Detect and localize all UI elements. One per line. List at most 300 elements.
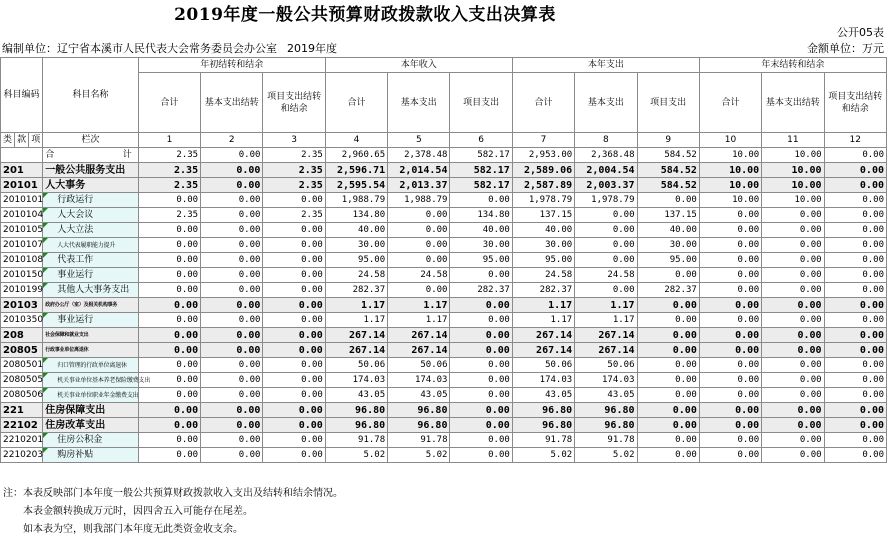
subject-name bbox=[43, 448, 139, 463]
header-kuan: 款 bbox=[15, 133, 29, 148]
amount-cell: 0.00 bbox=[637, 358, 699, 373]
amount-cell: 91.78 bbox=[512, 433, 574, 448]
amount-cell: 24.58 bbox=[575, 268, 637, 283]
total-value: 10.00 bbox=[699, 148, 761, 163]
table-row bbox=[1, 163, 887, 178]
note-marker-icon bbox=[43, 388, 48, 393]
amount-cell: 0.00 bbox=[575, 283, 637, 298]
amount-cell: 0.00 bbox=[762, 208, 824, 223]
amount-cell: 0.00 bbox=[138, 298, 200, 313]
amount-cell: 0.00 bbox=[201, 448, 263, 463]
header-xiang: 项 bbox=[29, 133, 43, 148]
amount-cell: 0.00 bbox=[263, 403, 325, 418]
amount-cell: 584.52 bbox=[637, 178, 699, 193]
amount-cell: 0.00 bbox=[263, 283, 325, 298]
amount-cell: 0.00 bbox=[450, 268, 512, 283]
amount-cell: 267.14 bbox=[388, 328, 450, 343]
amount-cell: 0.00 bbox=[824, 163, 886, 178]
amount-cell: 137.15 bbox=[637, 208, 699, 223]
table-row bbox=[1, 283, 887, 298]
amount-cell: 0.00 bbox=[699, 208, 761, 223]
amount-cell: 1.17 bbox=[512, 298, 574, 313]
total-value: 2.35 bbox=[263, 148, 325, 163]
amount-cell: 0.00 bbox=[699, 313, 761, 328]
table-row bbox=[1, 313, 887, 328]
note-marker-icon bbox=[43, 238, 48, 243]
amount-cell: 267.14 bbox=[512, 328, 574, 343]
amount-cell: 91.78 bbox=[388, 433, 450, 448]
header-subcolumn: 合计 bbox=[325, 73, 387, 133]
subject-name bbox=[43, 433, 139, 448]
amount-cell: 96.80 bbox=[388, 403, 450, 418]
subject-name bbox=[43, 403, 139, 418]
report-year: 2019年度 bbox=[287, 42, 337, 55]
amount-cell: 0.00 bbox=[138, 403, 200, 418]
amount-cell: 0.00 bbox=[637, 328, 699, 343]
amount-cell: 282.37 bbox=[450, 283, 512, 298]
table-row bbox=[1, 403, 887, 418]
amount-cell: 0.00 bbox=[450, 193, 512, 208]
table-row bbox=[1, 358, 887, 373]
amount-cell: 0.00 bbox=[824, 283, 886, 298]
table-row bbox=[1, 433, 887, 448]
amount-cell: 0.00 bbox=[699, 268, 761, 283]
header-group-income: 本年收入 bbox=[325, 58, 512, 73]
amount-cell: 2.35 bbox=[138, 163, 200, 178]
amount-cell: 0.00 bbox=[201, 208, 263, 223]
total-label-he: 合 bbox=[45, 149, 55, 160]
amount-cell: 0.00 bbox=[138, 223, 200, 238]
amount-cell: 0.00 bbox=[263, 328, 325, 343]
amount-cell: 0.00 bbox=[263, 418, 325, 433]
amount-cell: 0.00 bbox=[824, 418, 886, 433]
amount-cell: 0.00 bbox=[824, 193, 886, 208]
note-line: 如本表为空，则我部门本年度无此类资金收支余。 bbox=[23, 524, 243, 535]
subject-name-text: 事业运行 bbox=[57, 314, 94, 325]
subject-name-text: 住房保障支出 bbox=[45, 404, 106, 416]
table-row bbox=[1, 298, 887, 313]
amount-cell: 2.35 bbox=[263, 208, 325, 223]
amount-cell: 0.00 bbox=[138, 373, 200, 388]
amount-cell: 96.80 bbox=[575, 418, 637, 433]
subject-name bbox=[43, 298, 139, 313]
amount-cell: 0.00 bbox=[138, 328, 200, 343]
amount-cell: 0.00 bbox=[201, 178, 263, 193]
amount-cell: 0.00 bbox=[762, 448, 824, 463]
amount-cell: 0.00 bbox=[762, 403, 824, 418]
subject-name-text: 其他人大事务支出 bbox=[57, 284, 130, 295]
amount-cell: 0.00 bbox=[138, 448, 200, 463]
subject-name bbox=[43, 328, 139, 343]
amount-unit: 金额单位：万元 bbox=[807, 42, 884, 55]
note-marker-icon bbox=[43, 193, 48, 198]
subject-name bbox=[43, 193, 139, 208]
header-row-column-numbers bbox=[1, 133, 887, 148]
amount-cell: 24.58 bbox=[512, 268, 574, 283]
amount-cell: 0.00 bbox=[824, 208, 886, 223]
amount-cell: 0.00 bbox=[388, 223, 450, 238]
amount-cell: 0.00 bbox=[450, 313, 512, 328]
amount-cell: 2,004.54 bbox=[575, 163, 637, 178]
note-marker-icon bbox=[43, 268, 48, 273]
amount-cell: 0.00 bbox=[824, 313, 886, 328]
amount-cell: 96.80 bbox=[388, 418, 450, 433]
header-subcolumn: 项目支出结转和结余 bbox=[263, 73, 325, 133]
unit-line bbox=[2, 42, 337, 56]
amount-cell: 0.00 bbox=[824, 268, 886, 283]
amount-cell: 0.00 bbox=[637, 403, 699, 418]
subject-name-text: 机关事业单位职业年金缴费支出 bbox=[57, 391, 139, 399]
column-number: 7 bbox=[512, 133, 574, 148]
column-number: 3 bbox=[263, 133, 325, 148]
amount-cell: 30.00 bbox=[637, 238, 699, 253]
subject-name-text: 行政事业单位离退休 bbox=[45, 346, 89, 353]
amount-cell: 43.05 bbox=[575, 388, 637, 403]
amount-cell: 2.35 bbox=[138, 178, 200, 193]
amount-cell: 0.00 bbox=[201, 433, 263, 448]
amount-cell: 2.35 bbox=[263, 163, 325, 178]
amount-cell: 5.02 bbox=[575, 448, 637, 463]
amount-cell: 0.00 bbox=[450, 388, 512, 403]
amount-cell: 0.00 bbox=[824, 253, 886, 268]
amount-cell: 5.02 bbox=[325, 448, 387, 463]
subject-name-text: 社会保障和就业支出 bbox=[45, 331, 89, 338]
table-row bbox=[1, 223, 887, 238]
amount-cell: 1.17 bbox=[512, 313, 574, 328]
amount-cell: 10.00 bbox=[699, 193, 761, 208]
amount-cell: 95.00 bbox=[512, 253, 574, 268]
amount-cell: 584.52 bbox=[637, 163, 699, 178]
subject-name bbox=[43, 253, 139, 268]
total-value: 2,378.48 bbox=[388, 148, 450, 163]
header-subcolumn: 基本支出结转 bbox=[762, 73, 824, 133]
amount-cell: 2,595.54 bbox=[325, 178, 387, 193]
amount-cell: 1.17 bbox=[325, 313, 387, 328]
amount-cell: 0.00 bbox=[762, 388, 824, 403]
amount-cell: 40.00 bbox=[637, 223, 699, 238]
amount-cell: 96.80 bbox=[512, 418, 574, 433]
subject-name bbox=[43, 208, 139, 223]
subject-code: 2010108 bbox=[1, 253, 43, 268]
amount-cell: 0.00 bbox=[138, 418, 200, 433]
amount-cell: 50.06 bbox=[388, 358, 450, 373]
amount-cell: 0.00 bbox=[450, 328, 512, 343]
header-subcolumn: 合计 bbox=[138, 73, 200, 133]
amount-cell: 0.00 bbox=[450, 358, 512, 373]
amount-cell: 0.00 bbox=[138, 253, 200, 268]
total-value: 10.00 bbox=[762, 148, 824, 163]
header-subcolumn: 项目支出 bbox=[450, 73, 512, 133]
amount-cell: 0.00 bbox=[263, 343, 325, 358]
amount-cell: 10.00 bbox=[762, 163, 824, 178]
column-number: 10 bbox=[699, 133, 761, 148]
amount-cell: 0.00 bbox=[201, 343, 263, 358]
amount-cell: 30.00 bbox=[512, 238, 574, 253]
amount-cell: 0.00 bbox=[824, 373, 886, 388]
table-row bbox=[1, 238, 887, 253]
amount-cell: 0.00 bbox=[201, 388, 263, 403]
amount-cell: 0.00 bbox=[138, 343, 200, 358]
amount-cell: 0.00 bbox=[699, 298, 761, 313]
amount-cell: 0.00 bbox=[762, 328, 824, 343]
header-subcolumn: 合计 bbox=[512, 73, 574, 133]
header-code: 科目编码 bbox=[1, 58, 43, 133]
amount-cell: 582.17 bbox=[450, 163, 512, 178]
amount-cell: 1.17 bbox=[388, 298, 450, 313]
column-number: 11 bbox=[762, 133, 824, 148]
amount-cell: 2,596.71 bbox=[325, 163, 387, 178]
header-lanci: 栏次 bbox=[43, 133, 139, 148]
amount-cell: 0.00 bbox=[201, 418, 263, 433]
amount-cell: 134.80 bbox=[325, 208, 387, 223]
note-marker-icon bbox=[43, 208, 48, 213]
table-row bbox=[1, 343, 887, 358]
amount-cell: 0.00 bbox=[201, 283, 263, 298]
amount-cell: 2,587.89 bbox=[512, 178, 574, 193]
subject-name-text: 一般公共服务支出 bbox=[45, 164, 126, 176]
amount-cell: 0.00 bbox=[824, 433, 886, 448]
amount-cell: 10.00 bbox=[762, 178, 824, 193]
subject-code: 22102 bbox=[1, 418, 43, 433]
amount-cell: 0.00 bbox=[263, 223, 325, 238]
amount-cell: 0.00 bbox=[201, 193, 263, 208]
amount-cell: 1.17 bbox=[325, 298, 387, 313]
amount-cell: 0.00 bbox=[699, 238, 761, 253]
amount-cell: 30.00 bbox=[450, 238, 512, 253]
amount-cell: 0.00 bbox=[762, 223, 824, 238]
table-row bbox=[1, 253, 887, 268]
column-number: 6 bbox=[450, 133, 512, 148]
amount-cell: 0.00 bbox=[138, 433, 200, 448]
amount-cell: 24.58 bbox=[388, 268, 450, 283]
amount-cell: 2,013.37 bbox=[388, 178, 450, 193]
total-value: 2.35 bbox=[138, 148, 200, 163]
amount-cell: 96.80 bbox=[325, 418, 387, 433]
amount-cell: 95.00 bbox=[325, 253, 387, 268]
amount-cell: 0.00 bbox=[699, 373, 761, 388]
amount-cell: 0.00 bbox=[201, 268, 263, 283]
amount-cell: 96.80 bbox=[512, 403, 574, 418]
header-group-expenditure: 本年支出 bbox=[512, 58, 699, 73]
amount-cell: 0.00 bbox=[388, 238, 450, 253]
amount-cell: 137.15 bbox=[512, 208, 574, 223]
header-subcolumn: 项目支出 bbox=[637, 73, 699, 133]
note-marker-icon bbox=[43, 433, 48, 438]
amount-cell: 0.00 bbox=[699, 253, 761, 268]
amount-cell: 0.00 bbox=[824, 223, 886, 238]
amount-cell: 0.00 bbox=[575, 208, 637, 223]
amount-cell: 0.00 bbox=[699, 358, 761, 373]
column-number: 9 bbox=[637, 133, 699, 148]
amount-cell: 0.00 bbox=[138, 268, 200, 283]
amount-cell: 30.00 bbox=[325, 238, 387, 253]
amount-cell: 0.00 bbox=[637, 373, 699, 388]
subject-name-text: 住房改革支出 bbox=[45, 419, 106, 431]
amount-cell: 0.00 bbox=[824, 448, 886, 463]
subject-code: 2080501 bbox=[1, 358, 43, 373]
amount-cell: 0.00 bbox=[450, 433, 512, 448]
amount-cell: 95.00 bbox=[450, 253, 512, 268]
subject-code: 2010350 bbox=[1, 313, 43, 328]
total-value: 584.52 bbox=[637, 148, 699, 163]
amount-cell: 0.00 bbox=[824, 238, 886, 253]
total-value: 582.17 bbox=[450, 148, 512, 163]
note-marker-icon bbox=[43, 223, 48, 228]
amount-cell: 0.00 bbox=[263, 358, 325, 373]
amount-cell: 0.00 bbox=[762, 298, 824, 313]
table-row bbox=[1, 388, 887, 403]
subject-name-text: 机关事业单位基本养老保险缴费支出 bbox=[57, 376, 151, 384]
note-marker-icon bbox=[43, 448, 48, 453]
amount-cell: 0.00 bbox=[201, 163, 263, 178]
amount-cell: 0.00 bbox=[201, 403, 263, 418]
amount-cell: 0.00 bbox=[201, 223, 263, 238]
amount-cell: 0.00 bbox=[762, 313, 824, 328]
amount-cell: 134.80 bbox=[450, 208, 512, 223]
amount-cell: 40.00 bbox=[325, 223, 387, 238]
column-number: 8 bbox=[575, 133, 637, 148]
amount-cell: 0.00 bbox=[824, 358, 886, 373]
table-row bbox=[1, 208, 887, 223]
header-row-groups bbox=[1, 58, 887, 73]
amount-cell: 0.00 bbox=[575, 253, 637, 268]
note-marker-icon bbox=[43, 358, 48, 363]
amount-cell: 10.00 bbox=[699, 163, 761, 178]
amount-cell: 40.00 bbox=[450, 223, 512, 238]
header-subcolumn: 基本支出结转 bbox=[201, 73, 263, 133]
subject-name-text: 购房补贴 bbox=[57, 449, 94, 460]
amount-cell: 0.00 bbox=[201, 373, 263, 388]
amount-cell: 1.17 bbox=[575, 313, 637, 328]
amount-cell: 40.00 bbox=[512, 223, 574, 238]
subject-code: 2210203 bbox=[1, 448, 43, 463]
amount-cell: 2.35 bbox=[138, 208, 200, 223]
table-row bbox=[1, 448, 887, 463]
subject-code: 20101 bbox=[1, 178, 43, 193]
amount-cell: 0.00 bbox=[762, 373, 824, 388]
amount-cell: 0.00 bbox=[388, 253, 450, 268]
amount-cell: 0.00 bbox=[699, 403, 761, 418]
amount-cell: 0.00 bbox=[450, 448, 512, 463]
amount-cell: 0.00 bbox=[762, 238, 824, 253]
header-subcolumn: 基本支出 bbox=[575, 73, 637, 133]
amount-cell: 0.00 bbox=[699, 283, 761, 298]
amount-cell: 0.00 bbox=[637, 313, 699, 328]
amount-cell: 0.00 bbox=[450, 403, 512, 418]
subject-name-text: 代表工作 bbox=[57, 254, 94, 265]
total-label bbox=[43, 148, 139, 163]
header-subcolumn: 基本支出 bbox=[388, 73, 450, 133]
subject-name bbox=[43, 358, 139, 373]
amount-cell: 95.00 bbox=[637, 253, 699, 268]
amount-cell: 0.00 bbox=[762, 343, 824, 358]
subject-code: 2010105 bbox=[1, 223, 43, 238]
amount-cell: 0.00 bbox=[637, 433, 699, 448]
amount-cell: 0.00 bbox=[201, 238, 263, 253]
amount-cell: 0.00 bbox=[699, 223, 761, 238]
table-row bbox=[1, 373, 887, 388]
subject-code: 221 bbox=[1, 403, 43, 418]
total-value: 2,953.00 bbox=[512, 148, 574, 163]
amount-cell: 0.00 bbox=[450, 298, 512, 313]
amount-cell: 1,988.79 bbox=[388, 193, 450, 208]
total-value: 2,368.48 bbox=[575, 148, 637, 163]
amount-cell: 1.17 bbox=[388, 313, 450, 328]
subject-name-text: 事业运行 bbox=[57, 269, 94, 280]
amount-cell: 1.17 bbox=[575, 298, 637, 313]
amount-cell: 0.00 bbox=[201, 358, 263, 373]
amount-cell: 0.00 bbox=[263, 238, 325, 253]
amount-cell: 91.78 bbox=[325, 433, 387, 448]
header-subcolumn: 项目支出结转和结余 bbox=[824, 73, 886, 133]
amount-cell: 0.00 bbox=[699, 343, 761, 358]
amount-cell: 50.06 bbox=[512, 358, 574, 373]
subject-name bbox=[43, 388, 139, 403]
column-number: 1 bbox=[138, 133, 200, 148]
table-row bbox=[1, 328, 887, 343]
amount-cell: 96.80 bbox=[325, 403, 387, 418]
note-line: 本表金额转换成万元时，因四舍五入可能存在尾差。 bbox=[23, 506, 253, 517]
subject-name-text: 政府办公厅（室）及相关机构事务 bbox=[45, 301, 118, 308]
amount-cell: 5.02 bbox=[512, 448, 574, 463]
amount-cell: 0.00 bbox=[138, 388, 200, 403]
header-subcolumn: 合计 bbox=[699, 73, 761, 133]
subject-code: 2010101 bbox=[1, 193, 43, 208]
amount-cell: 0.00 bbox=[138, 193, 200, 208]
total-value: 2,960.65 bbox=[325, 148, 387, 163]
amount-cell: 0.00 bbox=[450, 373, 512, 388]
amount-cell: 174.03 bbox=[512, 373, 574, 388]
amount-cell: 0.00 bbox=[824, 403, 886, 418]
amount-cell: 267.14 bbox=[325, 343, 387, 358]
note-line: 注：本表反映部门本年度一般公共预算财政拨款收入支出及结转和结余情况。 bbox=[3, 488, 343, 499]
column-number: 4 bbox=[325, 133, 387, 148]
amount-cell: 0.00 bbox=[263, 253, 325, 268]
subject-name-text: 人大立法 bbox=[57, 224, 94, 235]
amount-cell: 50.06 bbox=[575, 358, 637, 373]
amount-cell: 24.58 bbox=[325, 268, 387, 283]
subject-name bbox=[43, 163, 139, 178]
amount-cell: 0.00 bbox=[201, 328, 263, 343]
amount-cell: 0.00 bbox=[263, 448, 325, 463]
amount-cell: 0.00 bbox=[762, 433, 824, 448]
amount-cell: 0.00 bbox=[637, 448, 699, 463]
amount-cell: 5.02 bbox=[388, 448, 450, 463]
amount-cell: 0.00 bbox=[762, 358, 824, 373]
form-number: 公开05表 bbox=[837, 26, 884, 39]
amount-cell: 0.00 bbox=[699, 388, 761, 403]
amount-cell: 267.14 bbox=[575, 328, 637, 343]
amount-cell: 43.05 bbox=[512, 388, 574, 403]
subject-name bbox=[43, 223, 139, 238]
amount-cell: 91.78 bbox=[575, 433, 637, 448]
subject-code: 2080506 bbox=[1, 388, 43, 403]
amount-cell: 174.03 bbox=[388, 373, 450, 388]
subject-name-text: 归口管理的行政单位离退休 bbox=[57, 361, 127, 369]
notes bbox=[3, 485, 343, 539]
amount-cell: 10.00 bbox=[762, 193, 824, 208]
amount-cell: 267.14 bbox=[325, 328, 387, 343]
amount-cell: 2,014.54 bbox=[388, 163, 450, 178]
subject-name bbox=[43, 418, 139, 433]
amount-cell: 0.00 bbox=[263, 373, 325, 388]
note-marker-icon bbox=[43, 253, 48, 258]
amount-cell: 0.00 bbox=[762, 418, 824, 433]
subject-name bbox=[43, 313, 139, 328]
amount-cell: 0.00 bbox=[824, 298, 886, 313]
subject-name bbox=[43, 373, 151, 388]
amount-cell: 50.06 bbox=[325, 358, 387, 373]
